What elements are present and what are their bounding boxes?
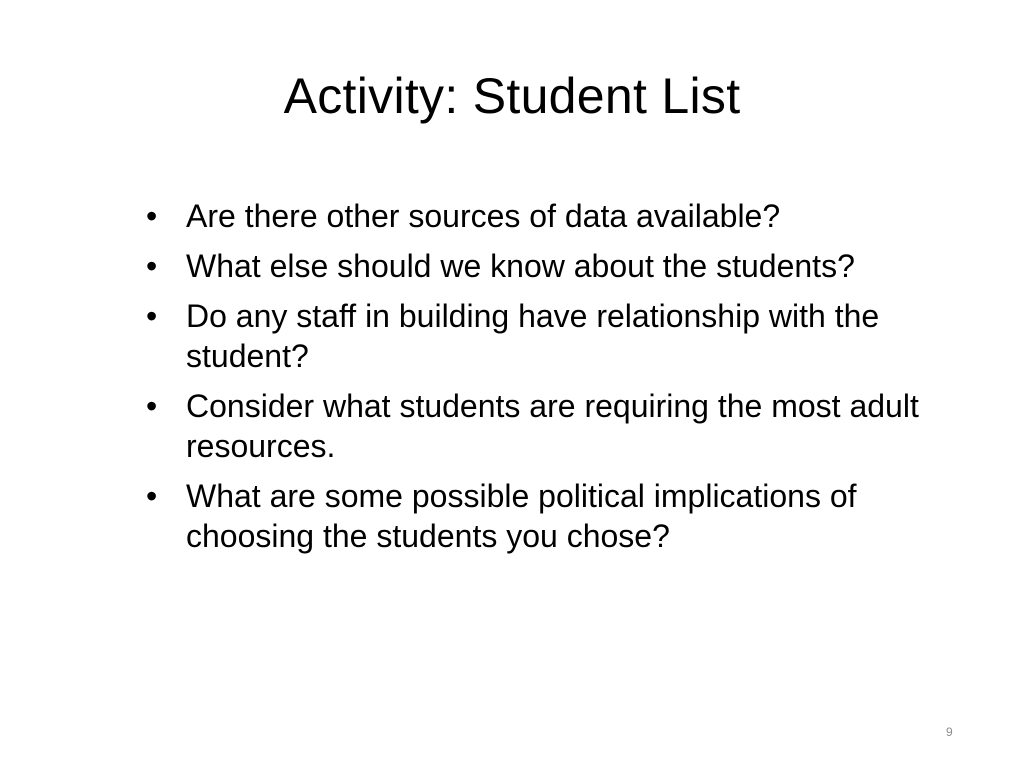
bullet-text: Do any staff in building have relationship with the student? <box>186 298 880 374</box>
bullet-item <box>146 386 926 466</box>
bullet-marker: • <box>146 198 158 234</box>
bullet-list <box>146 196 926 566</box>
page-number: 9 <box>946 725 953 739</box>
bullet-marker: • <box>146 388 158 424</box>
bullet-text: What else should we know about the students? <box>186 248 855 284</box>
bullet-marker: • <box>146 248 158 284</box>
bullet-item <box>146 296 926 376</box>
bullet-text: Are there other sources of data available? <box>186 198 781 234</box>
slide-title: Activity: Student List <box>283 68 741 124</box>
bullet-marker: • <box>146 478 158 514</box>
bullet-text: What are some possible political implications of choosing the students you chose? <box>186 478 857 554</box>
bullet-item <box>146 476 926 556</box>
bullet-marker: • <box>146 298 158 334</box>
bullet-item <box>146 246 926 286</box>
bullet-text: Consider what students are requiring the most adult resources. <box>186 388 919 464</box>
bullet-item <box>146 196 926 236</box>
